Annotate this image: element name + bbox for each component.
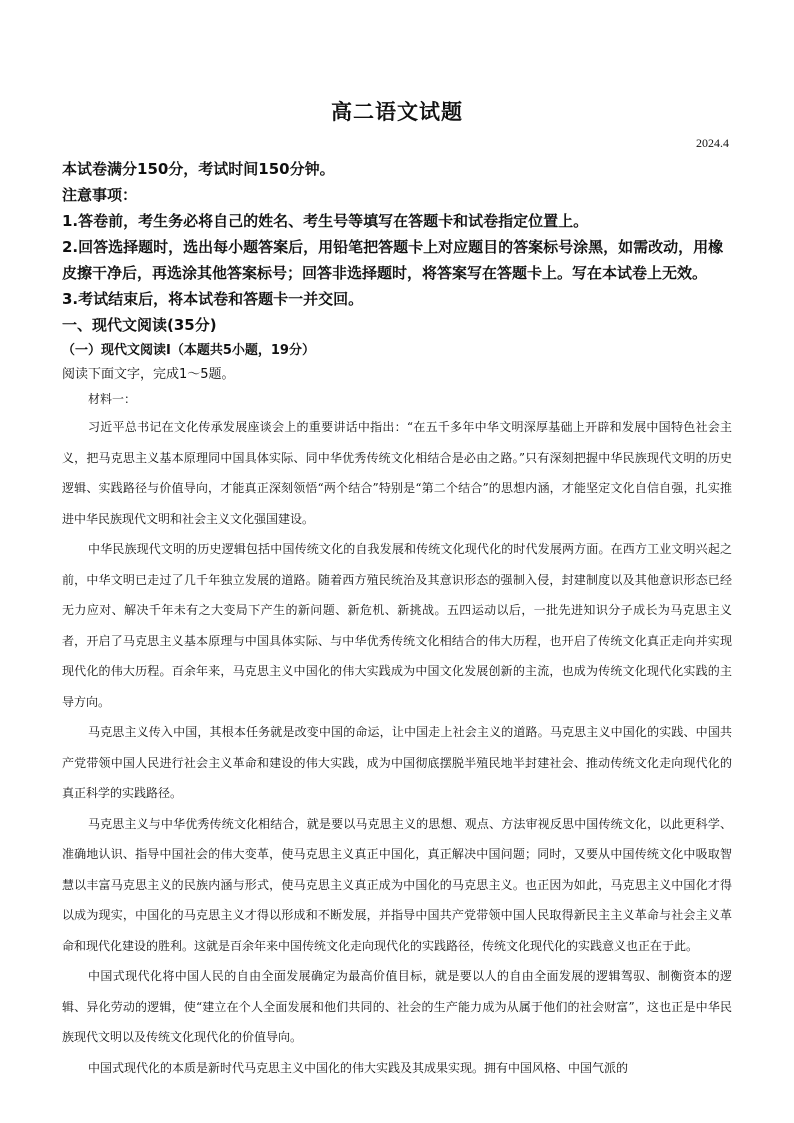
exam-date: 2024.4	[696, 136, 729, 150]
passage-paragraph: 习近平总书记在文化传承发展座谈会上的重要讲话中指出：“在五千多年中华文明深厚基础上开辟和发展中国特色社会主义，把马克思主义基本原理同中国具体实际、同中华优秀传统文化相结合是必由之路。”只有深刻把握中华民族现代文明的历史逻辑、实践路径与价值导向，才能真正深刻领悟“两个结合”特别是“第二个结合”的思想内涵，才能坚定文化自信自强，扎实推进中华民族现代文明和社会主义文化强国建设。	[62, 420, 732, 526]
reading-instruction: 阅读下面文字，完成1～5题。	[62, 367, 235, 382]
note-item: 2.回答选择题时，选出每小题答案后，用铅笔把答题卡上对应题目的答案标号涂黑，如需改动，用橡皮擦干净后，再选涂其他答案标号；回答非选择题时，将答案写在答题卡上。写在本试卷上无效。	[62, 238, 724, 282]
score-time-line: 本试卷满分150分，考试时间150分钟。	[62, 160, 335, 178]
passage-paragraph: 中国式现代化将中国人民的自由全面发展确定为最高价值目标，就是要以人的自由全面发展的逻辑驾驭、制衡资本的逻辑、异化劳动的逻辑，使“建立在个人全面发展和他们共同的、社会的生产能力成为从属于他们的社会财富”，这也正是中华民族现代文明以及传统文化现代化的价值导向。	[62, 969, 732, 1044]
exam-title: 高二语文试题	[331, 99, 463, 124]
reading-passage	[62, 412, 732, 1083]
passage-paragraph: 中华民族现代文明的历史逻辑包括中国传统文化的自我发展和传统文化现代化的时代发展两方面。在西方工业文明兴起之前，中华文明已走过了几千年独立发展的道路。随着西方殖民统治及其意识形态的强制入侵，封建制度以及其他意识形态已经无力应对、解决千年未有之大变局下产生的新问题、新危机、新挑战。五四运动以后，一批先进知识分子成长为马克思主义者，开启了马克思主义基本原理与中国具体实际、与中华优秀传统文化相结合的伟大历程，也开启了传统文化真正走向并实现现代化的伟大历程。百余年来，马克思主义中国化的伟大实践成为中国文化发展创新的主流，也成为传统文化现代化实践的主导方向。	[62, 542, 732, 709]
subsection-title: （一）现代文阅读Ⅰ（本题共5小题，19分）	[62, 343, 315, 358]
material-label: 材料一：	[88, 392, 137, 406]
exam-instructions	[62, 156, 732, 312]
note-item: 1.答卷前，考生务必将自己的姓名、考生号等填写在答题卡和试卷指定位置上。	[62, 212, 589, 230]
passage-paragraph: 马克思主义与中华优秀传统文化相结合，就是要以马克思主义的思想、观点、方法审视反思中国传统文化，以此更科学、准确地认识、指导中国社会的伟大变革，使马克思主义真正中国化，真正解决中国问题；同时，又要从中国传统文化中吸取智慧以丰富马克思主义的民族内涵与形式，使马克思主义真正成为中国化的马克思主义。也正因为如此，马克思主义中国化才得以成为现实，中国化的马克思主义才得以形成和不断发展，并指导中国共产党带领中国人民取得新民主主义革命与社会主义革命和现代化建设的胜利。这就是百余年来中国传统文化走向现代化的实践路径，传统文化现代化的实践意义也正在于此。	[62, 816, 732, 953]
section-title: 一、现代文阅读(35分)	[62, 316, 217, 334]
notes-title: 注意事项：	[62, 186, 138, 204]
note-item: 3.考试结束后，将本试卷和答题卡一并交回。	[62, 290, 364, 308]
passage-paragraph: 中国式现代化的本质是新时代马克思主义中国化的伟大实践及其成果实现。拥有中国风格、中国气派的	[88, 1060, 629, 1075]
passage-paragraph: 马克思主义传入中国，其根本任务就是改变中国的命运，让中国走上社会主义的道路。马克思主义中国化的实践、中国共产党带领中国人民进行社会主义革命和建设的伟大实践，成为中国彻底摆脱半殖民地半封建社会、推动传统文化走向现代化的真正科学的实践路径。	[62, 725, 732, 800]
